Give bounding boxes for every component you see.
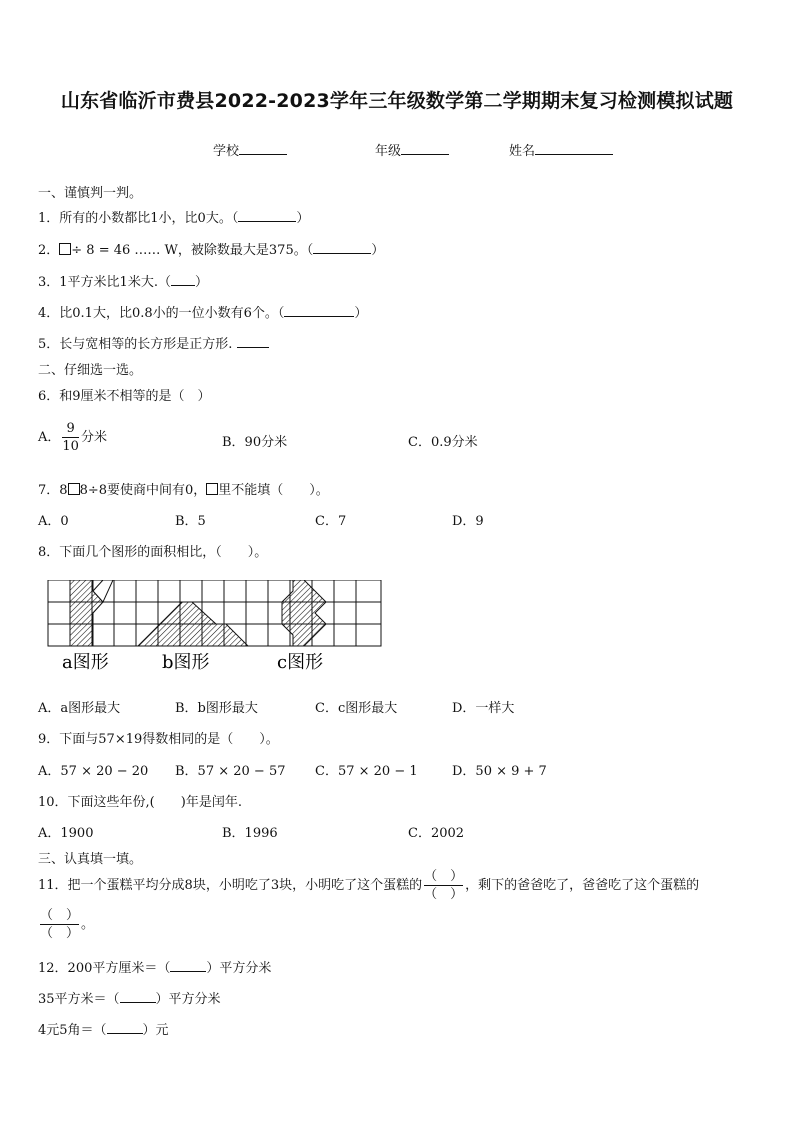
question-12-a [38,957,271,976]
q12-b-blank[interactable] [120,990,156,1003]
section-1-heading: 一、谨慎判一判。 [38,186,143,201]
q11-fraction-blank-1[interactable] [424,868,463,903]
q11-fraction-blank-2[interactable] [40,907,79,942]
q6-number: 6． [38,389,60,404]
figure-c-shape [282,580,326,646]
q7-option-d[interactable]: D．9 [452,514,484,529]
q9-option-d[interactable]: D．50 × 9 + 7 [452,764,547,779]
fraction-numerator-blank: （ ） [424,869,464,884]
figure-b-label: b图形 [162,652,210,673]
q4-answer-blank[interactable] [284,304,354,317]
q12-number: 12． [38,961,68,976]
question-3 [38,271,208,290]
q1-answer-blank[interactable] [238,209,296,222]
q10-text: 下面这些年份,( )年是闰年. [67,795,242,810]
fraction-numerator: 9 [66,421,75,436]
q8-option-d[interactable]: D．一样大 [452,701,515,716]
q7-text-2: 里不能填（ ）。 [218,483,329,498]
q5-answer-blank[interactable] [237,335,269,348]
area-figure-grid [46,580,386,678]
section-3-heading: 三、认真填一填。 [38,852,143,867]
q7-text: 8÷8要使商中间有0， [79,483,207,498]
fraction-denominator: 10 [62,439,79,454]
q4-end: ） [354,306,368,321]
q3-answer-blank[interactable] [171,273,195,286]
question-12-c [38,1019,169,1038]
q10-option-c[interactable]: C．2002 [408,826,465,841]
question-6 [38,385,211,404]
q4-number: 4． [38,306,60,321]
q7-option-c[interactable]: C．7 [315,514,347,529]
question-10 [38,791,242,810]
q9-number: 9． [38,732,60,747]
q9-text: 下面与57×19得数相同的是（ ）。 [59,732,279,747]
q1-number: 1． [38,211,60,226]
q12-c-post: ）元 [142,1023,169,1038]
fraction-denominator-blank: （ ） [424,887,464,902]
name-blank[interactable] [535,141,613,155]
q6-text: 和9厘米不相等的是（ ） [59,389,211,404]
q2-end: ） [371,243,385,258]
q2-text: ÷ 8 = 46 …… W，被除数最大是375。（ [71,243,314,258]
question-7 [38,479,329,498]
q3-number: 3． [38,275,60,290]
q8-option-c[interactable]: C．c图形最大 [315,701,398,716]
q11-end: 。 [81,917,95,932]
question-2 [38,239,384,258]
fraction-numerator-blank: （ ） [40,908,80,923]
q3-text: 1平方米比1米大.（ [59,275,171,290]
q8-number: 8． [38,545,60,560]
q2-number: 2． [38,243,60,258]
question-5 [38,333,269,352]
fraction-9-10 [62,420,79,455]
q6-option-c[interactable]: C．0.9分米 [408,435,478,450]
question-4 [38,302,367,321]
grade-field [375,140,449,159]
q7-number: 7． [38,483,60,498]
question-1 [38,207,309,226]
fraction-denominator-blank: （ ） [40,926,80,941]
question-11 [38,868,699,903]
school-label: 学校 [213,144,240,159]
q1-text: 所有的小数都比1小，比0大。（ [59,211,239,226]
q6-option-b[interactable]: B．90分米 [222,435,288,450]
question-9 [38,728,279,747]
q12-c-pre: 4元5角＝（ [38,1023,107,1038]
school-field [213,140,287,159]
q10-option-b[interactable]: B．1996 [222,826,278,841]
square-box-icon [206,483,218,495]
q1-end: ） [296,211,310,226]
q8-text: 下面几个图形的面积相比，（ ）。 [59,545,268,560]
q12-a-blank[interactable] [170,959,206,972]
q8-option-a[interactable]: A．a图形最大 [38,701,121,716]
q11-text: 把一个蛋糕平均分成8块，小明吃了3块，小明吃了这个蛋糕的 [67,878,423,893]
q9-option-a[interactable]: A．57 × 20 − 20 [38,764,149,779]
name-label: 姓名 [509,144,536,159]
q12-c-blank[interactable] [107,1021,143,1034]
q10-number: 10． [38,795,68,810]
q5-number: 5． [38,337,60,352]
q7-pre: 8 [59,483,68,498]
figure-c-label: c图形 [277,652,324,673]
figure-a-label: a图形 [62,652,109,673]
q6-a-unit: 分米 [80,430,107,445]
q12-b-post: ）平方分米 [155,992,221,1007]
q10-option-a[interactable]: A．1900 [38,826,94,841]
q11-text-2: ，剩下的爸爸吃了，爸爸吃了这个蛋糕的 [465,878,700,893]
q5-text: 长与宽相等的长方形是正方形. [59,337,233,352]
school-blank[interactable] [239,141,287,155]
q2-answer-blank[interactable] [313,241,371,254]
grade-blank[interactable] [401,141,449,155]
page-title: 山东省临沂市费县2022-2023学年三年级数学第二学期期末复习检测模拟试题 [60,90,734,112]
q12-a-post: ）平方分米 [206,961,272,976]
square-box-icon [59,243,71,255]
square-box-icon [68,483,80,495]
q6-a-label: A． [38,430,61,445]
q6-option-a[interactable] [38,420,107,455]
q7-option-b[interactable]: B．5 [175,514,206,529]
question-12-b [38,988,221,1007]
q4-text: 比0.1大，比0.8小的一位小数有6个。（ [59,306,285,321]
q12-a-pre: 200平方厘米＝（ [67,961,171,976]
q9-option-c[interactable]: C．57 × 20 − 1 [315,764,418,779]
q12-b-pre: 35平方米＝（ [38,992,120,1007]
q11-number: 11． [38,878,68,893]
section-2-heading: 二、仔细选一选。 [38,363,143,378]
q9-option-b[interactable]: B．57 × 20 − 57 [175,764,286,779]
name-field [509,140,613,159]
grade-label: 年级 [375,144,402,159]
q7-option-a[interactable]: A．0 [38,514,69,529]
q3-end: ） [194,275,208,290]
q8-option-b[interactable]: B．b图形最大 [175,701,258,716]
question-8 [38,541,267,560]
question-11-continued [38,907,94,942]
